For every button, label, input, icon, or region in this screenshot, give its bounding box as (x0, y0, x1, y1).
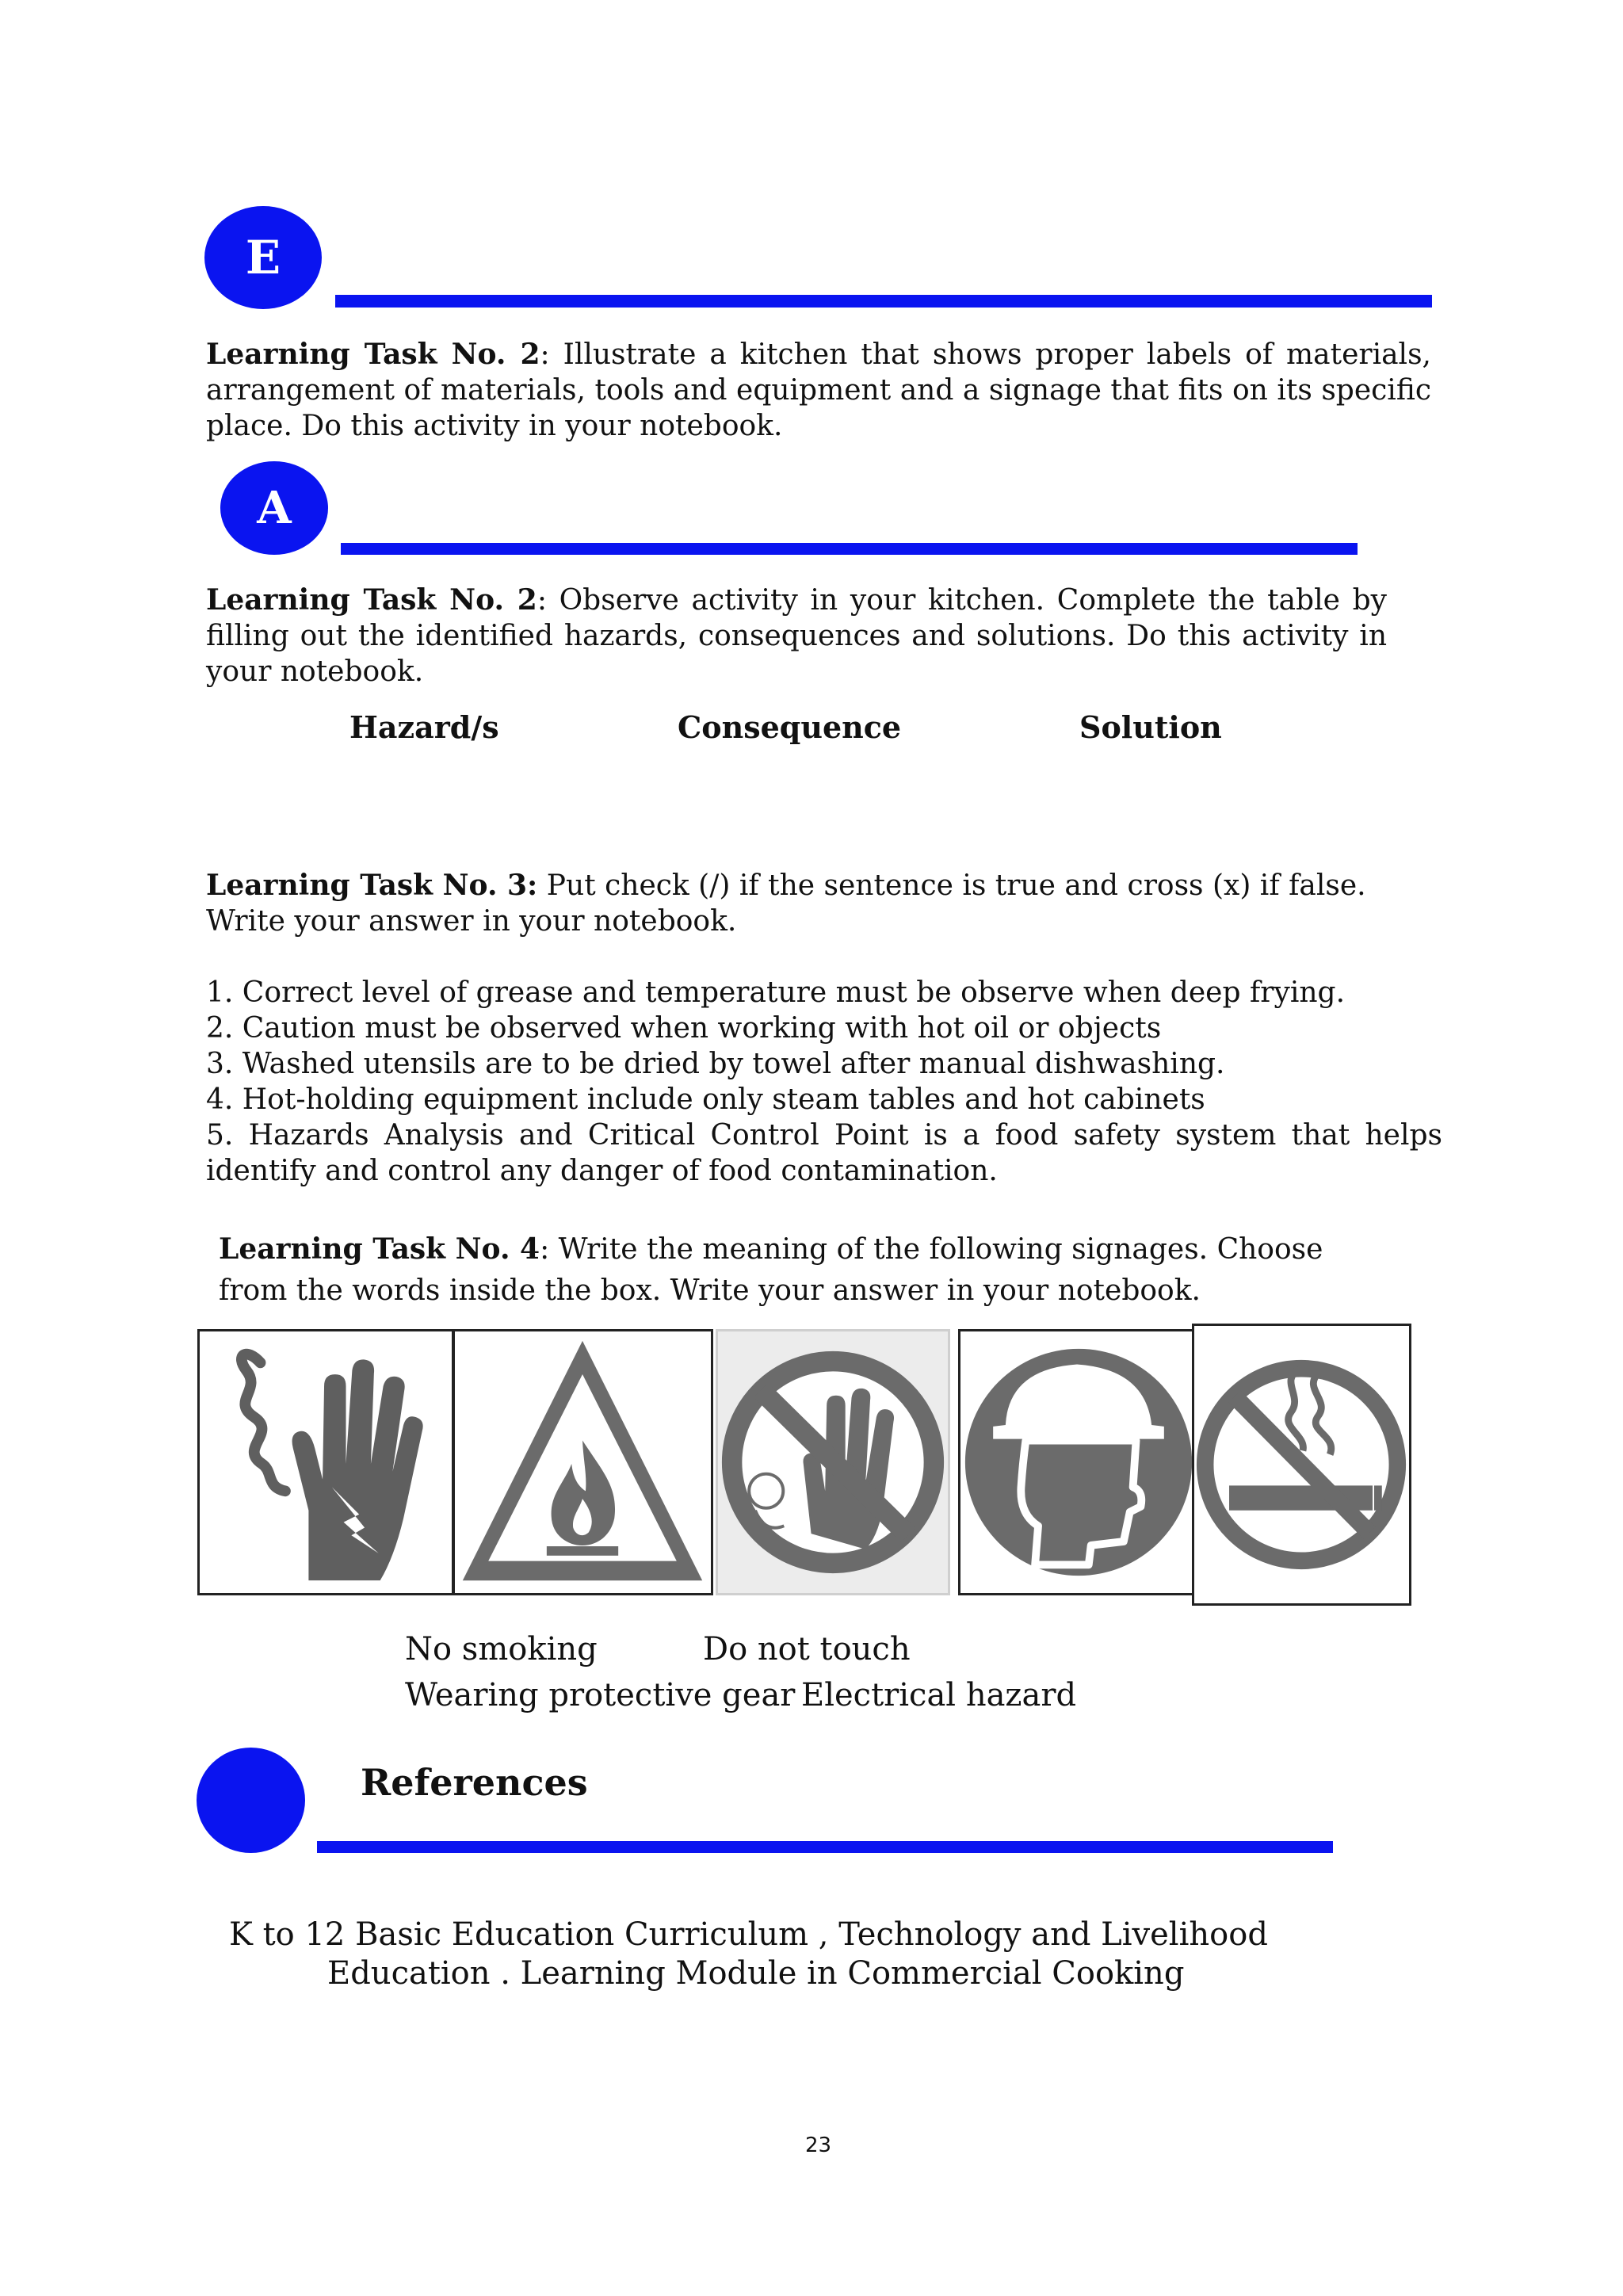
sign-no-smoking (1192, 1324, 1411, 1606)
sign-electrical-hazard (197, 1329, 454, 1595)
hard-hat-icon (960, 1331, 1197, 1593)
task3-item-list (206, 975, 1442, 1189)
task4-text-line1: : Write the meaning of the following signages. Choose (540, 1233, 1323, 1266)
table-header-solution: Solution (1079, 709, 1222, 745)
task4-paragraph (219, 1228, 1439, 1312)
task4-line1 (219, 1228, 1439, 1270)
list-item: 1. Correct level of grease and temperature must be observe when deep frying. (206, 976, 1346, 1009)
section-e-rule (335, 295, 1432, 308)
references-rule (317, 1841, 1333, 1853)
table-header-hazards: Hazard/s (349, 709, 499, 745)
reference-line2: Education . Learning Module in Commercial Cooking (327, 1955, 1185, 1992)
references-badge (197, 1748, 305, 1853)
no-smoking-icon (1194, 1326, 1409, 1603)
sign-do-not-touch (716, 1329, 950, 1595)
task3-label: Learning Task No. 3: (206, 869, 538, 902)
section-a-letter: A (257, 482, 292, 534)
task2-observe-text: : Observe activity in your kitchen. Complete the table by filling out the identified hazards, consequences and solutions. Do this activity in your notebook. (206, 584, 1387, 688)
reference-line1: K to 12 Basic Education Curriculum , Technology and Livelihood (229, 1916, 1268, 1953)
choice-do-not-touch: Do not touch (703, 1631, 911, 1668)
task2-observe-paragraph (206, 583, 1387, 690)
sign-fire-warning (453, 1329, 713, 1595)
section-a-badge (220, 461, 328, 555)
task3-text: Put check (/) if the sentence is true and cross (x) if false. Write your answer in your notebook. (206, 869, 1366, 938)
references-heading: References (361, 1761, 588, 1804)
choice-no-smoking: No smoking (405, 1631, 598, 1668)
page-number: 23 (805, 2134, 832, 2157)
section-e-badge (204, 206, 322, 309)
list-item: 5. Hazards Analysis and Critical Control Point is a food safety system that helps identify and control any danger of food contamination. (206, 1119, 1442, 1187)
do-not-touch-icon (718, 1331, 948, 1593)
section-e-letter: E (245, 231, 281, 285)
choice-wearing-protective-gear: Wearing protective gear (405, 1677, 796, 1713)
task2-illustrate-paragraph (206, 337, 1431, 444)
sign-protective-gear (958, 1329, 1200, 1595)
task2-illustrate-label: Learning Task No. 2 (206, 338, 540, 371)
task4-label: Learning Task No. 4 (219, 1232, 540, 1266)
list-item: 3. Washed utensils are to be dried by towel after manual dishwashing. (206, 1048, 1225, 1080)
list-item: 4. Hot-holding equipment include only steam tables and hot cabinets (206, 1083, 1205, 1116)
task2-observe-label: Learning Task No. 2 (206, 583, 537, 617)
table-header-consequence: Consequence (678, 709, 902, 745)
list-item: 2. Caution must be observed when working with hot oil or objects (206, 1012, 1162, 1045)
section-a-rule (341, 543, 1358, 555)
task3-paragraph (206, 868, 1442, 939)
fire-warning-icon (455, 1331, 711, 1593)
electric-hand-icon (200, 1331, 452, 1593)
task4-text-line2: from the words inside the box. Write your answer in your notebook. (219, 1274, 1201, 1307)
task2-illustrate-text: : Illustrate a kitchen that shows proper labels of materials, arrangement of materials, tools and equipment and a signage that fits on its specific place. Do this activity in your notebook. (206, 338, 1431, 442)
choice-electrical-hazard: Electrical hazard (801, 1677, 1077, 1713)
